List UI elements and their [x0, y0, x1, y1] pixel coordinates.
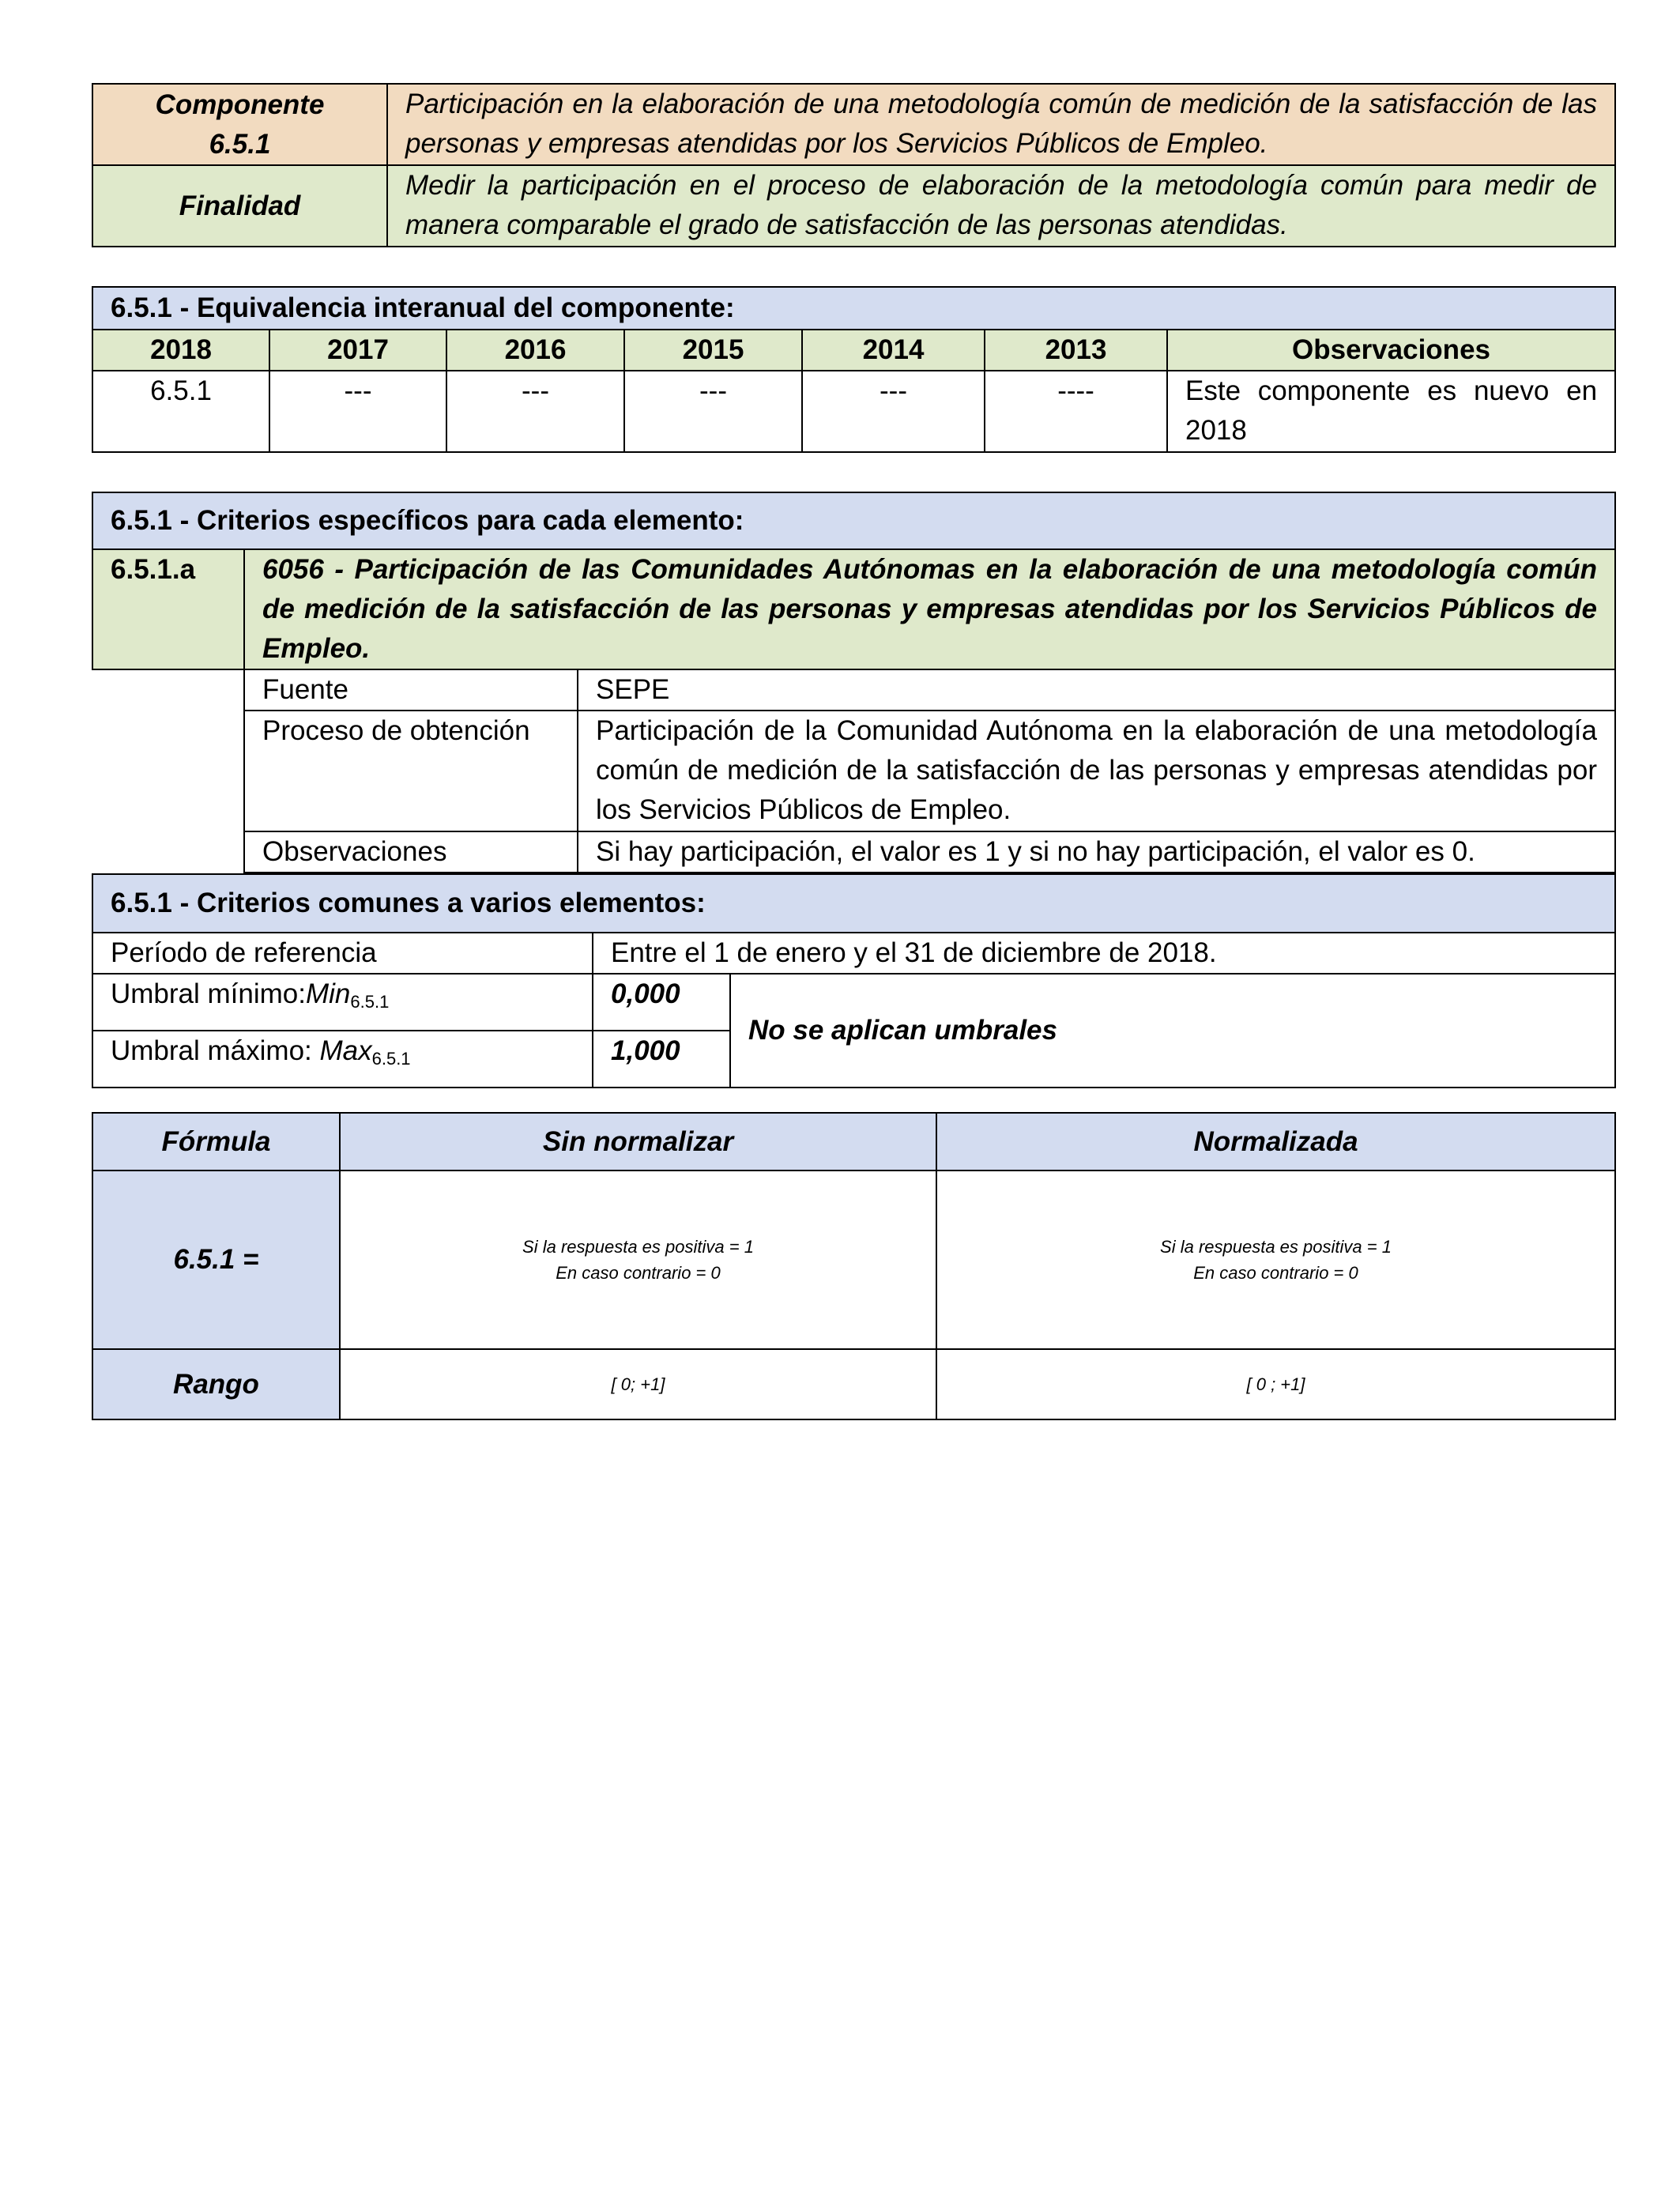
proceso-value: Participación de la Comunidad Autónoma en la elaboración de una metodología común de medición de la satisfacción de las personas y empresas atendidas por los Servicios Públicos de Empleo.	[578, 711, 1615, 831]
finalidad-description: Medir la participación en el proceso de elaboración de la metodología común para medir de manera comparable el grado de satisfacción de las personas atendidas.	[387, 165, 1615, 247]
normalized-range: [ 0 ; +1]	[936, 1349, 1615, 1419]
formula-table	[92, 1112, 1616, 1420]
criteria-title: 6.5.1 - Criterios específicos para cada elemento:	[92, 492, 1615, 549]
period-value: Entre el 1 de enero y el 31 de diciembre de 2018.	[593, 933, 1615, 974]
min-threshold-label: Umbral mínimo:Min$_{6.5.1}$	[92, 974, 593, 1031]
cell-2014: ---	[802, 371, 985, 452]
header-year-2013: 2013	[985, 330, 1167, 371]
proceso-label: Proceso de obtención	[244, 711, 578, 831]
cell-2017: ---	[269, 371, 446, 452]
header-year-2014: 2014	[802, 330, 985, 371]
element-code: 6.5.1.a	[92, 549, 244, 669]
common-title: 6.5.1 - Criterios comunes a varios elementos:	[92, 874, 1615, 933]
cell-2018: 6.5.1	[92, 371, 269, 452]
component-table	[92, 83, 1616, 247]
criteria-table	[92, 492, 1616, 873]
formula-header: Fórmula	[92, 1113, 340, 1171]
fuente-label: Fuente	[244, 669, 578, 711]
header-year-2017: 2017	[269, 330, 446, 371]
equivalence-title: 6.5.1 - Equivalencia interanual del componente:	[92, 287, 1615, 330]
header-year-2016: 2016	[446, 330, 624, 371]
component-description: Participación en la elaboración de una metodología común de medición de la satisfacción de las personas y empresas atendidas por los Servicios Públicos de Empleo.	[387, 84, 1615, 165]
cell-2015: ---	[624, 371, 802, 452]
cell-observaciones: Este componente es nuevo en 2018	[1167, 371, 1615, 452]
raw-range: [ 0; +1]	[340, 1349, 936, 1419]
normalized-formula: Si la respuesta es positiva = 1 En caso contrario = 0	[936, 1171, 1615, 1349]
max-threshold-label: Umbral máximo: Max$_{6.5.1}$	[92, 1031, 593, 1088]
observaciones-label: Observaciones	[244, 831, 578, 873]
min-threshold-value: 0,000	[593, 974, 730, 1031]
fuente-value: SEPE	[578, 669, 1615, 711]
header-year-2018: 2018	[92, 330, 269, 371]
raw-header: Sin normalizar	[340, 1113, 936, 1171]
element-description: 6056 - Participación de las Comunidades Autónomas en la elaboración de una metodología común de medición de la satisfacción de las personas y empresas atendidas por los Servicios Públicos de Empleo.	[244, 549, 1615, 669]
header-observaciones: Observaciones	[1167, 330, 1615, 371]
common-criteria-table	[92, 873, 1616, 1088]
period-label: Período de referencia	[92, 933, 593, 974]
component-label: Componente 6.5.1	[92, 84, 387, 165]
observaciones-value: Si hay participación, el valor es 1 y si no hay participación, el valor es 0.	[578, 831, 1615, 873]
raw-formula: Si la respuesta es positiva = 1 En caso contrario = 0	[340, 1171, 936, 1349]
cell-2016: ---	[446, 371, 624, 452]
max-threshold-value: 1,000	[593, 1031, 730, 1088]
normalized-header: Normalizada	[936, 1113, 1615, 1171]
finalidad-label: Finalidad	[92, 165, 387, 247]
criteria-spacer	[92, 669, 244, 873]
cell-2013: ----	[985, 371, 1167, 452]
equivalence-table	[92, 286, 1616, 453]
threshold-note: No se aplican umbrales	[730, 974, 1615, 1088]
formula-label: 6.5.1 =	[92, 1171, 340, 1349]
header-year-2015: 2015	[624, 330, 802, 371]
range-label: Rango	[92, 1349, 340, 1419]
